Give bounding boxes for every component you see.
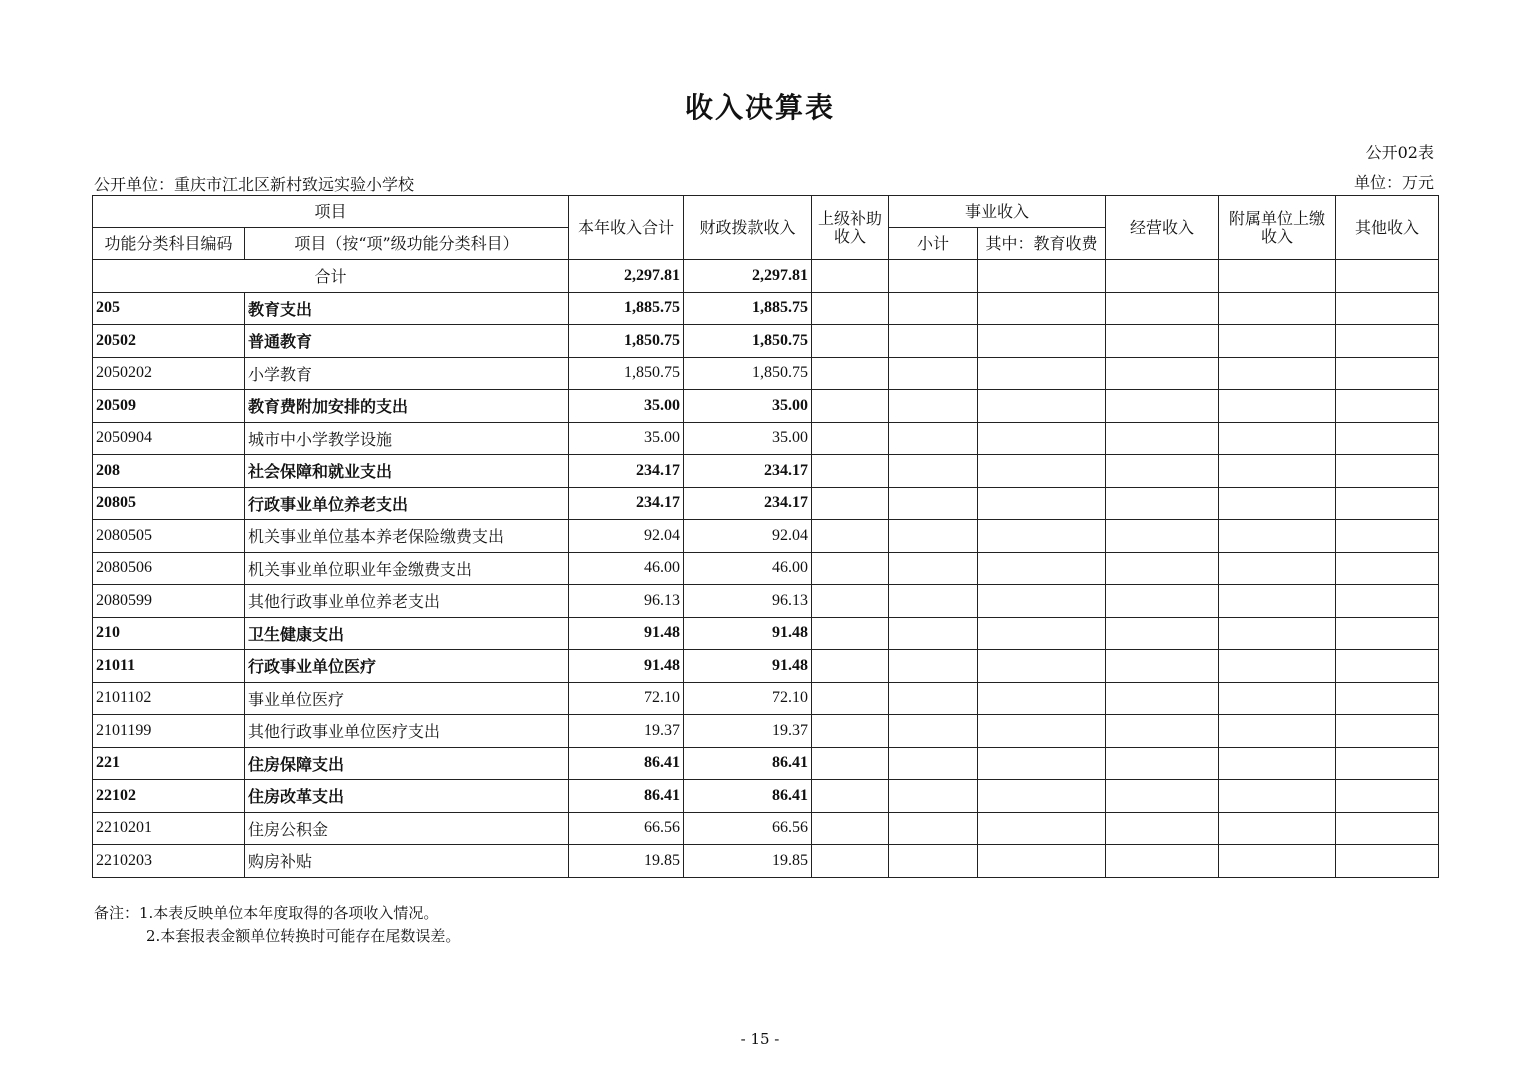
empty-cell bbox=[1106, 747, 1219, 780]
empty-cell bbox=[812, 487, 889, 520]
row-code: 2210203 bbox=[93, 845, 245, 878]
row-name: 卫生健康支出 bbox=[245, 617, 569, 650]
empty-cell bbox=[1336, 357, 1439, 390]
page-number: - 15 - bbox=[740, 1030, 780, 1048]
empty-cell bbox=[812, 422, 889, 455]
empty-cell bbox=[978, 715, 1106, 748]
row-fiscal-income: 234.17 bbox=[684, 455, 812, 488]
empty-cell bbox=[1106, 650, 1219, 683]
row-name: 住房保障支出 bbox=[245, 747, 569, 780]
currency-unit: 单位：万元 bbox=[1353, 173, 1434, 192]
empty-cell bbox=[978, 390, 1106, 423]
empty-cell bbox=[889, 617, 978, 650]
row-name: 社会保障和就业支出 bbox=[245, 455, 569, 488]
empty-cell bbox=[889, 715, 978, 748]
row-total-income: 66.56 bbox=[569, 812, 684, 845]
row-code: 2101199 bbox=[93, 715, 245, 748]
empty-cell bbox=[1106, 780, 1219, 813]
row-total-income: 1,850.75 bbox=[569, 357, 684, 390]
empty-cell bbox=[978, 812, 1106, 845]
empty-cell bbox=[1336, 520, 1439, 553]
empty-cell bbox=[889, 585, 978, 618]
empty-cell bbox=[978, 617, 1106, 650]
empty-cell bbox=[1106, 487, 1219, 520]
empty-cell bbox=[1219, 455, 1336, 488]
header-superior: 上级补助收入 bbox=[812, 196, 889, 260]
empty-cell bbox=[889, 455, 978, 488]
header-affiliated: 附属单位上缴收入 bbox=[1219, 196, 1336, 260]
row-name: 机关事业单位职业年金缴费支出 bbox=[245, 552, 569, 585]
empty-cell bbox=[1336, 325, 1439, 358]
row-fiscal-income: 234.17 bbox=[684, 487, 812, 520]
row-code: 21011 bbox=[93, 650, 245, 683]
empty-cell bbox=[1106, 682, 1219, 715]
empty-cell bbox=[889, 812, 978, 845]
empty-cell bbox=[889, 325, 978, 358]
row-code: 22102 bbox=[93, 780, 245, 813]
empty-cell bbox=[1219, 520, 1336, 553]
header-business: 事业收入 bbox=[889, 196, 1106, 228]
table-row bbox=[93, 487, 1439, 520]
row-total-income: 35.00 bbox=[569, 422, 684, 455]
table-row bbox=[93, 520, 1439, 553]
row-fiscal-income: 19.37 bbox=[684, 715, 812, 748]
empty-cell bbox=[812, 812, 889, 845]
row-total-income: 91.48 bbox=[569, 617, 684, 650]
empty-cell bbox=[1106, 845, 1219, 878]
empty-cell bbox=[1106, 357, 1219, 390]
header-total: 本年收入合计 bbox=[569, 196, 684, 260]
row-code: 205 bbox=[93, 292, 245, 325]
table-row bbox=[93, 552, 1439, 585]
empty-cell bbox=[1219, 390, 1336, 423]
empty-cell bbox=[1219, 747, 1336, 780]
row-total-income: 1,885.75 bbox=[569, 292, 684, 325]
row-code: 210 bbox=[93, 617, 245, 650]
empty-cell bbox=[1336, 747, 1439, 780]
empty-cell bbox=[1336, 585, 1439, 618]
empty-cell bbox=[812, 845, 889, 878]
empty-cell bbox=[889, 390, 978, 423]
header-code: 功能分类科目编码 bbox=[93, 228, 245, 260]
empty-cell bbox=[978, 845, 1106, 878]
row-code: 2050904 bbox=[93, 422, 245, 455]
row-name: 住房公积金 bbox=[245, 812, 569, 845]
empty-cell bbox=[1336, 617, 1439, 650]
empty-cell bbox=[978, 780, 1106, 813]
row-fiscal-income: 86.41 bbox=[684, 747, 812, 780]
empty-cell bbox=[1106, 585, 1219, 618]
table-row bbox=[93, 617, 1439, 650]
empty-cell bbox=[889, 292, 978, 325]
empty-cell bbox=[1219, 422, 1336, 455]
row-total-income: 1,850.75 bbox=[569, 325, 684, 358]
row-name: 小学教育 bbox=[245, 357, 569, 390]
empty-cell bbox=[889, 650, 978, 683]
row-code: 20509 bbox=[93, 390, 245, 423]
empty-cell bbox=[889, 845, 978, 878]
row-total-income: 96.13 bbox=[569, 585, 684, 618]
row-fiscal-income: 66.56 bbox=[684, 812, 812, 845]
row-total-income: 19.85 bbox=[569, 845, 684, 878]
empty-cell bbox=[1106, 390, 1219, 423]
header-operating: 经营收入 bbox=[1106, 196, 1219, 260]
row-total-income: 91.48 bbox=[569, 650, 684, 683]
empty-cell bbox=[1336, 812, 1439, 845]
row-code: 2050202 bbox=[93, 357, 245, 390]
empty-cell bbox=[1336, 487, 1439, 520]
empty-cell bbox=[978, 585, 1106, 618]
page-title: 收入决算表 bbox=[684, 91, 835, 124]
empty-cell bbox=[978, 422, 1106, 455]
empty-cell bbox=[812, 650, 889, 683]
row-fiscal-income: 91.48 bbox=[684, 617, 812, 650]
empty-cell bbox=[1336, 715, 1439, 748]
empty-cell bbox=[978, 747, 1106, 780]
empty-cell bbox=[812, 357, 889, 390]
row-code: 2080599 bbox=[93, 585, 245, 618]
empty-cell bbox=[812, 455, 889, 488]
row-total-income: 86.41 bbox=[569, 780, 684, 813]
row-fiscal-income: 1,885.75 bbox=[684, 292, 812, 325]
row-fiscal-income: 1,850.75 bbox=[684, 357, 812, 390]
row-total-income: 234.17 bbox=[569, 455, 684, 488]
table-row bbox=[93, 455, 1439, 488]
row-name: 教育费附加安排的支出 bbox=[245, 390, 569, 423]
empty-cell bbox=[1106, 325, 1219, 358]
header-name: 项目（按“项”级功能分类科目） bbox=[245, 228, 569, 260]
header-item: 项目 bbox=[93, 196, 569, 228]
row-fiscal-income: 86.41 bbox=[684, 780, 812, 813]
empty-cell bbox=[1106, 455, 1219, 488]
empty-cell bbox=[1219, 617, 1336, 650]
empty-cell bbox=[1336, 390, 1439, 423]
row-fiscal-income: 92.04 bbox=[684, 520, 812, 553]
row-name: 其他行政事业单位养老支出 bbox=[245, 585, 569, 618]
table-row bbox=[93, 585, 1439, 618]
row-fiscal-income: 35.00 bbox=[684, 422, 812, 455]
total-income: 2,297.81 bbox=[569, 260, 684, 293]
empty-cell bbox=[1219, 552, 1336, 585]
table-row bbox=[93, 780, 1439, 813]
empty-cell bbox=[1336, 422, 1439, 455]
empty-cell bbox=[1219, 812, 1336, 845]
empty-cell bbox=[1219, 650, 1336, 683]
empty-cell bbox=[978, 552, 1106, 585]
reporting-unit: 公开单位：重庆市江北区新村致远实验小学校 bbox=[94, 175, 415, 194]
table-row bbox=[93, 422, 1439, 455]
empty-cell bbox=[1106, 520, 1219, 553]
row-code: 2080506 bbox=[93, 552, 245, 585]
empty-cell bbox=[1219, 357, 1336, 390]
row-total-income: 86.41 bbox=[569, 747, 684, 780]
empty-cell bbox=[1106, 292, 1219, 325]
empty-cell bbox=[1106, 715, 1219, 748]
empty-cell bbox=[812, 292, 889, 325]
empty-cell bbox=[812, 682, 889, 715]
header-other: 其他收入 bbox=[1336, 196, 1439, 260]
row-code: 221 bbox=[93, 747, 245, 780]
table-row bbox=[93, 357, 1439, 390]
row-name: 城市中小学教学设施 bbox=[245, 422, 569, 455]
empty-cell bbox=[812, 715, 889, 748]
empty-cell bbox=[1219, 780, 1336, 813]
empty-cell bbox=[889, 422, 978, 455]
empty-cell bbox=[1219, 325, 1336, 358]
header-fiscal: 财政拨款收入 bbox=[684, 196, 812, 260]
empty-cell bbox=[978, 292, 1106, 325]
row-fiscal-income: 1,850.75 bbox=[684, 325, 812, 358]
empty-cell bbox=[889, 520, 978, 553]
empty-cell bbox=[1106, 422, 1219, 455]
row-code: 2101102 bbox=[93, 682, 245, 715]
table-row bbox=[93, 715, 1439, 748]
empty-cell bbox=[978, 357, 1106, 390]
row-total-income: 234.17 bbox=[569, 487, 684, 520]
form-number: 公开02表 bbox=[1365, 143, 1434, 162]
table-row bbox=[93, 650, 1439, 683]
row-name: 教育支出 bbox=[245, 292, 569, 325]
row-fiscal-income: 96.13 bbox=[684, 585, 812, 618]
table-row bbox=[93, 747, 1439, 780]
empty-cell bbox=[889, 552, 978, 585]
empty-cell bbox=[1336, 845, 1439, 878]
row-fiscal-income: 19.85 bbox=[684, 845, 812, 878]
empty-cell bbox=[1219, 682, 1336, 715]
row-name: 事业单位医疗 bbox=[245, 682, 569, 715]
row-name: 其他行政事业单位医疗支出 bbox=[245, 715, 569, 748]
row-name: 行政事业单位医疗 bbox=[245, 650, 569, 683]
row-total-income: 92.04 bbox=[569, 520, 684, 553]
empty-cell bbox=[1336, 455, 1439, 488]
row-fiscal-income: 46.00 bbox=[684, 552, 812, 585]
row-code: 20805 bbox=[93, 487, 245, 520]
empty-cell bbox=[812, 520, 889, 553]
table-row bbox=[93, 292, 1439, 325]
empty-cell bbox=[1219, 715, 1336, 748]
empty-cell bbox=[812, 552, 889, 585]
table-row bbox=[93, 325, 1439, 358]
empty-cell bbox=[1336, 650, 1439, 683]
row-name: 行政事业单位养老支出 bbox=[245, 487, 569, 520]
note-line-2: 2.本套报表金额单位转换时可能存在尾数误差。 bbox=[146, 927, 461, 945]
note-line-1: 备注：1.本表反映单位本年度取得的各项收入情况。 bbox=[94, 904, 439, 922]
empty-cell bbox=[978, 520, 1106, 553]
row-total-income: 19.37 bbox=[569, 715, 684, 748]
empty-cell bbox=[1336, 292, 1439, 325]
row-total-income: 72.10 bbox=[569, 682, 684, 715]
total-row bbox=[93, 260, 1439, 293]
empty-cell bbox=[1219, 487, 1336, 520]
empty-cell bbox=[812, 325, 889, 358]
empty-cell bbox=[978, 325, 1106, 358]
total-fiscal: 2,297.81 bbox=[684, 260, 812, 293]
empty-cell bbox=[1219, 845, 1336, 878]
row-code: 2080505 bbox=[93, 520, 245, 553]
row-code: 20502 bbox=[93, 325, 245, 358]
row-name: 住房改革支出 bbox=[245, 780, 569, 813]
empty-cell bbox=[978, 682, 1106, 715]
row-fiscal-income: 91.48 bbox=[684, 650, 812, 683]
empty-cell bbox=[1219, 585, 1336, 618]
empty-cell bbox=[1106, 552, 1219, 585]
empty-cell bbox=[1336, 780, 1439, 813]
empty-cell bbox=[812, 780, 889, 813]
empty-cell bbox=[1219, 292, 1336, 325]
empty-cell bbox=[978, 487, 1106, 520]
notes bbox=[94, 902, 460, 948]
empty-cell bbox=[1106, 617, 1219, 650]
row-fiscal-income: 35.00 bbox=[684, 390, 812, 423]
empty-cell bbox=[812, 747, 889, 780]
empty-cell bbox=[889, 487, 978, 520]
table-row bbox=[93, 845, 1439, 878]
empty-cell bbox=[889, 747, 978, 780]
empty-cell bbox=[812, 617, 889, 650]
row-name: 普通教育 bbox=[245, 325, 569, 358]
row-total-income: 35.00 bbox=[569, 390, 684, 423]
empty-cell bbox=[1106, 812, 1219, 845]
table-row bbox=[93, 812, 1439, 845]
row-code: 208 bbox=[93, 455, 245, 488]
table-row bbox=[93, 390, 1439, 423]
table-row bbox=[93, 682, 1439, 715]
empty-cell bbox=[978, 650, 1106, 683]
empty-cell bbox=[812, 585, 889, 618]
row-code: 2210201 bbox=[93, 812, 245, 845]
empty-cell bbox=[812, 390, 889, 423]
empty-cell bbox=[1336, 682, 1439, 715]
empty-cell bbox=[889, 357, 978, 390]
income-table bbox=[92, 195, 1439, 878]
empty-cell bbox=[1336, 552, 1439, 585]
total-label: 合计 bbox=[93, 260, 569, 293]
row-total-income: 46.00 bbox=[569, 552, 684, 585]
empty-cell bbox=[889, 780, 978, 813]
empty-cell bbox=[889, 682, 978, 715]
empty-cell bbox=[978, 455, 1106, 488]
header-edu-fee: 其中：教育收费 bbox=[978, 228, 1106, 260]
header-subtotal: 小计 bbox=[889, 228, 978, 260]
row-name: 机关事业单位基本养老保险缴费支出 bbox=[245, 520, 569, 553]
row-fiscal-income: 72.10 bbox=[684, 682, 812, 715]
row-name: 购房补贴 bbox=[245, 845, 569, 878]
